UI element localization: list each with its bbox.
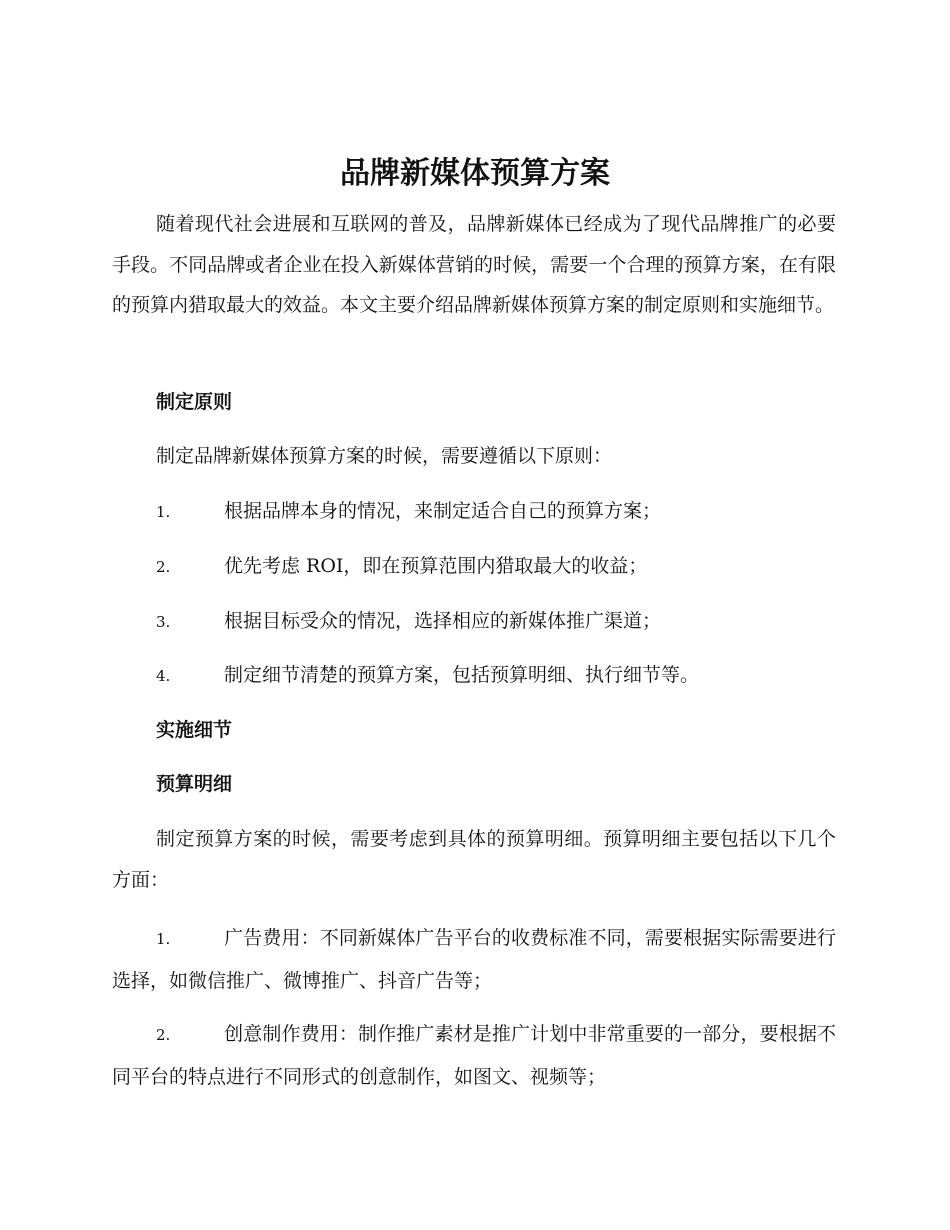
list-text: 根据目标受众的情况，选择相应的新媒体推广渠道；	[224, 610, 662, 632]
subheading-budget-details: 预算明细	[156, 773, 233, 795]
list-number: 1.	[156, 930, 171, 948]
list-text: 广告费用：不同新媒体广告平台的收费标准不同，需要根据实际需要进行选择，如微信推广、微博推广、抖音广告等；	[112, 927, 836, 992]
list-item	[156, 553, 836, 580]
list-item	[156, 608, 836, 635]
list-number: 2.	[156, 558, 171, 576]
list-number: 4.	[156, 667, 171, 685]
list-text: 制定细节清楚的预算方案，包括预算明细、执行细节等。	[224, 664, 700, 686]
list-number: 3.	[156, 613, 171, 631]
list-number: 1.	[156, 503, 171, 521]
list-number: 2.	[156, 1026, 171, 1044]
list-text: 创意制作费用：制作推广素材是推广计划中非常重要的一部分，要根据不同平台的特点进行不同形式的创意制作，如图文、视频等；	[112, 1023, 836, 1088]
principles-lead: 制定品牌新媒体预算方案的时候，需要遵循以下原则：	[156, 445, 613, 467]
list-item	[112, 1013, 836, 1098]
list-text: 根据品牌本身的情况，来制定适合自己的预算方案；	[224, 500, 662, 522]
list-item	[156, 498, 836, 525]
document-title: 品牌新媒体预算方案	[340, 156, 610, 191]
intro-paragraph: 随着现代社会进展和互联网的普及，品牌新媒体已经成为了现代品牌推广的必要手段。不同品牌或者企业在投入新媒体营销的时候，需要一个合理的预算方案，在有限的预算内猎取最大的效益。本文主要介绍品牌新媒体预算方案的制定原则和实施细节。	[112, 213, 836, 316]
section-heading-implementation: 实施细节	[156, 719, 233, 741]
section-heading-principles: 制定原则	[156, 391, 233, 413]
list-item	[156, 662, 836, 689]
list-item	[112, 917, 836, 1002]
list-text: 优先考虑 ROI，即在预算范围内猎取最大的收益；	[224, 555, 648, 577]
budget-details-lead: 制定预算方案的时候，需要考虑到具体的预算明细。预算明细主要包括以下几个方面：	[112, 828, 836, 891]
